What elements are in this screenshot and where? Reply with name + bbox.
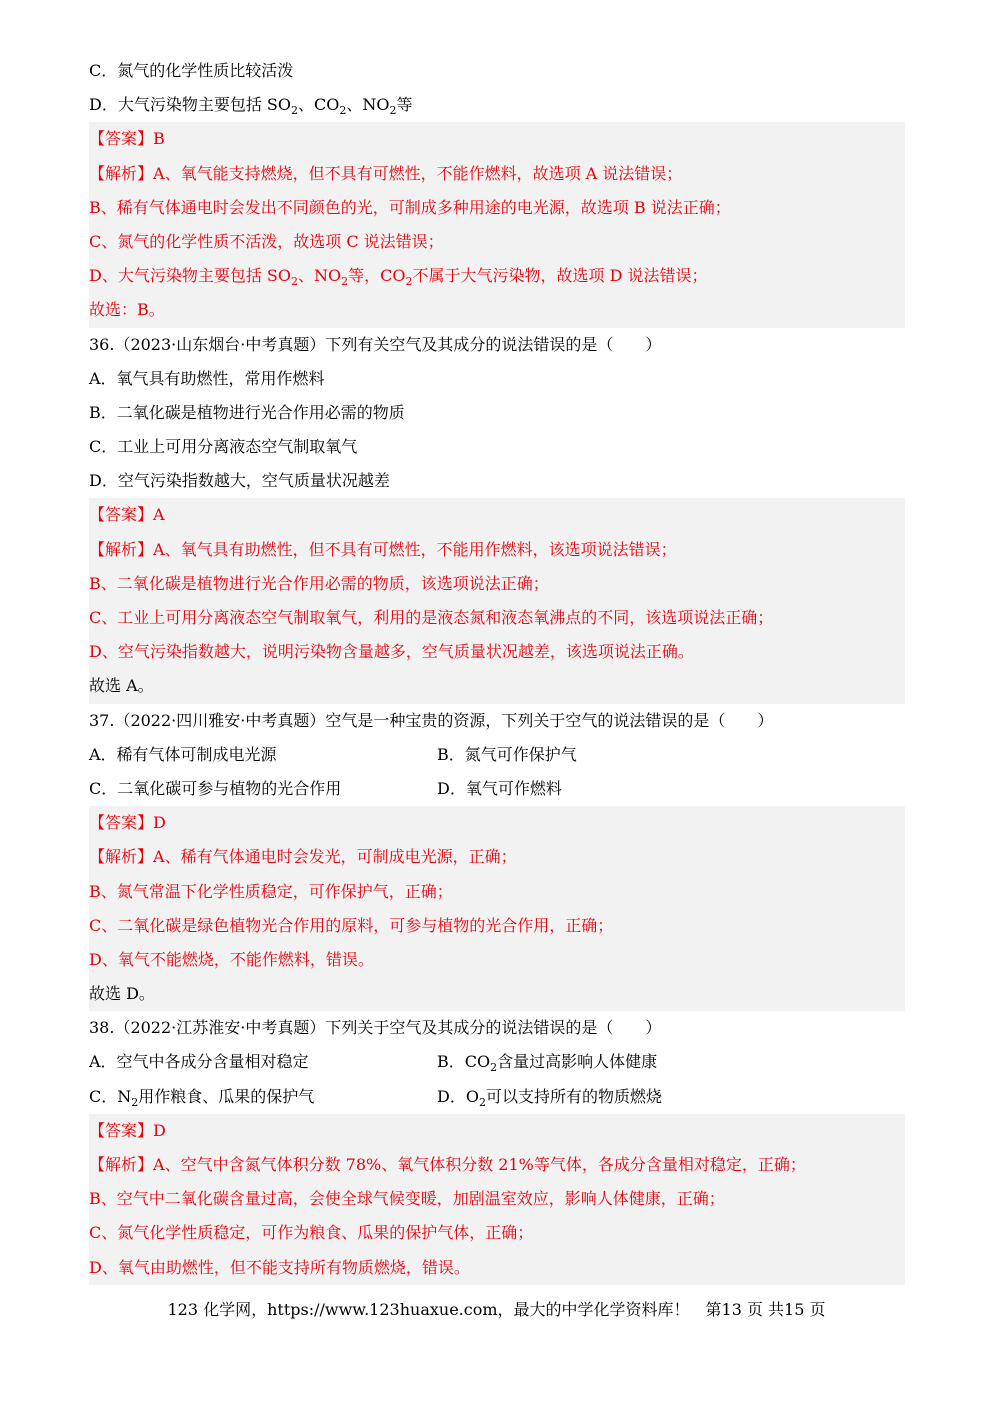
q38-analysis-b: B、空气中二氧化碳含量过高，会使全球气候变暖，加剧温室效应，影响人体健康，正确； (89, 1189, 725, 1209)
q36-option-c: C．工业上可用分离液态空气制取氧气 (89, 437, 358, 457)
q35-conclusion: 故选：B。 (89, 300, 165, 320)
q35-analysis-b: B、稀有气体通电时会发出不同颜色的光，可制成多种用途的电光源，故选项 B 说法正确； (89, 197, 731, 217)
q37-analysis-b: B、氮气常温下化学性质稳定，可作保护气，正确； (89, 881, 453, 901)
q38-answer-block (89, 1114, 905, 1285)
q36-conclusion: 故选 A。 (89, 676, 154, 696)
q38-option-a: A．空气中各成分含量相对稳定 (89, 1052, 309, 1072)
q35-answer: 【答案】B (89, 129, 165, 149)
q38-option-c: C．$N_2$用作粮食、瓜果的保护气 (89, 1086, 315, 1109)
q38-option-b: B．$CO_2$含量过高影响人体健康 (437, 1052, 658, 1075)
q35-analysis-d: D、大气污染物主要包括 $SO_2$、$NO_2$等，$CO_2$不属于大气污染物，故选项 D 说法错误； (89, 266, 708, 289)
q36-analysis-c: C、工业上可用分离液态空气制取氧气，利用的是液态氮和液态氧沸点的不同，该选项说法正确； (89, 608, 774, 627)
q36-option-d: D．空气污染指数越大，空气质量状况越差 (89, 471, 390, 491)
q35-option-d: D．大气污染物主要包括 $SO_2$、$CO_2$、$NO_2$等 (89, 95, 413, 118)
q38-stem: 38.（2022·江苏淮安·中考真题）下列关于空气及其成分的说法错误的是（ ） (89, 1018, 662, 1038)
q37-analysis-a: 【解析】A、稀有气体通电时会发光，可制成电光源，正确； (89, 847, 517, 867)
q36-stem: 36.（2023·山东烟台·中考真题）下列有关空气及其成分的说法错误的是（ ） (89, 334, 662, 354)
q36-answer: 【答案】A (89, 505, 165, 525)
q37-analysis-d: D、氧气不能燃烧，不能作燃料，错误。 (89, 949, 374, 969)
q37-option-a: A．稀有气体可制成电光源 (89, 744, 277, 764)
q38-analysis-c: C、氮气化学性质稳定，可作为粮食、瓜果的保护气体，正确； (89, 1223, 534, 1243)
q37-answer: 【答案】D (89, 813, 166, 833)
q36-analysis-d: D、空气污染指数越大，说明污染物含量越多，空气质量状况越差，该选项说法正确。 (89, 642, 694, 662)
q38-answer: 【答案】D (89, 1120, 166, 1140)
q38-analysis-d: D、氧气由助燃性，但不能支持所有物质燃烧，错误。 (89, 1257, 470, 1277)
q38-analysis-a: 【解析】A、空气中含氮气体积分数 78%、氧气体积分数 21%等气体，各成分含量相对稳定，正确； (89, 1155, 806, 1174)
q37-conclusion: 故选 D。 (89, 984, 155, 1004)
q38-option-d: D．$O_2$可以支持所有的物质燃烧 (437, 1086, 662, 1109)
document-page (89, 54, 905, 1285)
q36-analysis-b: B、二氧化碳是植物进行光合作用必需的物质，该选项说法正确； (89, 573, 549, 593)
q37-stem: 37.（2022·四川雅安·中考真题）空气是一种宝贵的资源，下列关于空气的说法错误的是（ ） (89, 710, 774, 730)
q35-answer-block (89, 122, 905, 327)
q37-option-d: D．氧气可作燃料 (437, 778, 562, 798)
q37-option-c: C．二氧化碳可参与植物的光合作用 (89, 778, 342, 798)
q36-option-a: A．氧气具有助燃性，常用作燃料 (89, 368, 325, 388)
q36-option-b: B．二氧化碳是植物进行光合作用必需的物质 (89, 402, 405, 422)
q37-answer-block (89, 806, 905, 1011)
q37-options-row-2 (89, 772, 905, 806)
q37-analysis-c: C、二氧化碳是绿色植物光合作用的原料，可参与植物的光合作用，正确； (89, 915, 614, 935)
q35-analysis-c: C、氮气的化学性质不活泼，故选项 C 说法错误； (89, 231, 444, 251)
q37-option-b: B．氮气可作保护气 (437, 744, 577, 764)
q38-options-row-2 (89, 1080, 905, 1114)
q37-options-row-1 (89, 738, 905, 772)
page-footer: 123 化学网，https://www.123huaxue.com，最大的中学化学资料库！ 第13 页 共15 页 (167, 1300, 826, 1319)
q38-options-row-1 (89, 1045, 905, 1079)
q35-option-c: C．氮气的化学性质比较活泼 (89, 61, 294, 80)
q36-answer-block (89, 498, 905, 703)
q35-analysis-a: 【解析】A、氧气能支持燃烧，但不具有可燃性，不能作燃料，故选项 A 说法错误； (89, 163, 683, 183)
q36-analysis-a: 【解析】A、氧气具有助燃性，但不具有可燃性，不能用作燃料，该选项说法错误； (89, 539, 677, 559)
